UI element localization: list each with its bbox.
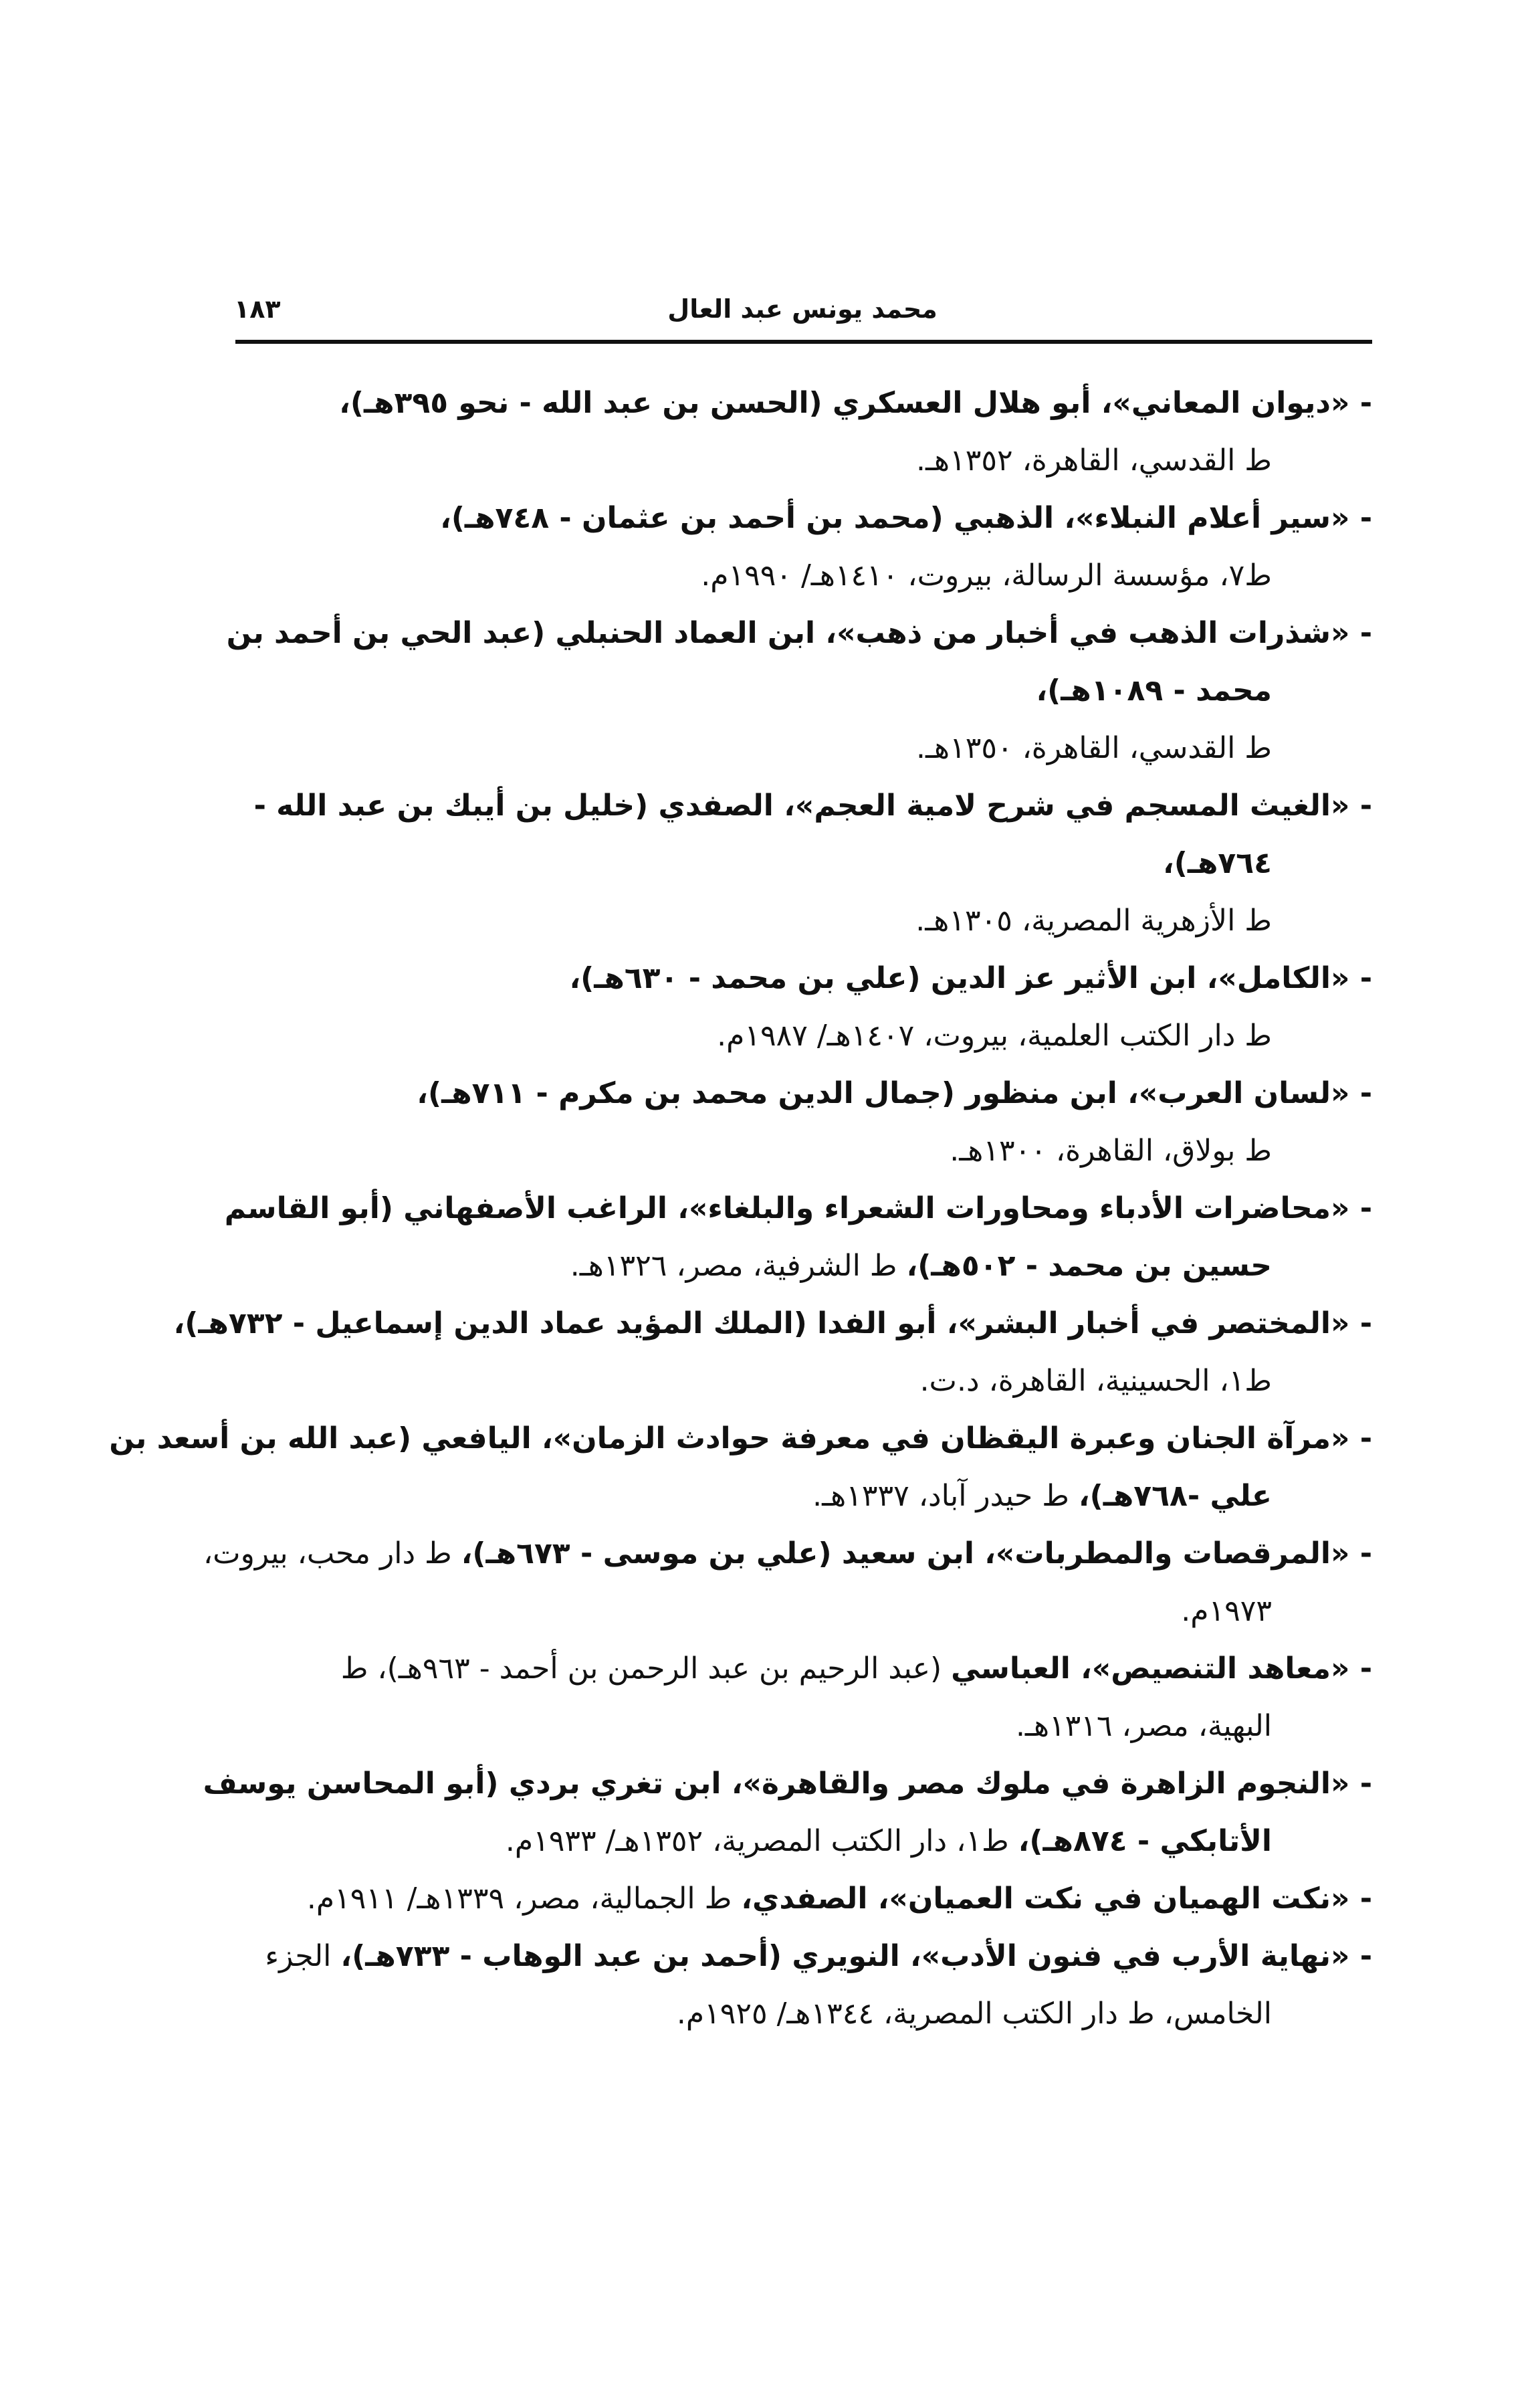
bibliography-entry [173,1295,1372,1410]
entry-publication-details: ط دار الكتب العلمية، بيروت، ١٤٠٧هـ/ ١٩٨٧م. [717,1019,1272,1053]
entry-continuation-line [235,1352,1372,1410]
entry-continuation-line [235,1813,1372,1870]
bibliography-entry [235,1640,1372,1755]
running-head-title: محمد يونس عبد العال [667,294,938,324]
entry-title-author: - «مرآة الجنان وعبرة اليقظان في معرفة حوادث الزمان»، اليافعي (عبد الله بن أسعد بن [109,1421,1372,1456]
bibliography-entry [235,777,1372,950]
entry-first-line [235,1640,1372,1698]
entry-title-author: - «شذرات الذهب في أخبار من ذهب»، ابن العماد الحنبلي (عبد الحي بن أحمد بن [226,616,1372,650]
entry-continuation-line [235,1583,1372,1640]
entry-first-line [173,1295,1372,1352]
entry-title-author: علي -٧٦٨هـ)، [1078,1479,1272,1513]
entry-title-author: - «المرقصات والمطربات»، ابن سعيد (علي بن موسى - ٦٧٣هـ)، [461,1536,1372,1571]
entry-title-author: - «نكت الهميان في نكت العميان»، الصفدي، [741,1882,1372,1916]
entry-title-author: - «معاهد التنصيص»، العباسي [951,1651,1372,1686]
entry-continuation-line [235,1237,1372,1295]
entry-first-line [235,950,1372,1007]
bibliography-entry [235,1870,1372,1928]
entry-publication-details: ط٧، مؤسسة الرسالة، بيروت، ١٤١٠هـ/ ١٩٩٠م. [701,559,1272,593]
bibliography-entry [203,1755,1372,1870]
bibliography-entry [235,1928,1372,2043]
entry-continuation-line [235,547,1372,605]
entry-publication-details: الخامس، ط دار الكتب المصرية، ١٣٤٤هـ/ ١٩٢٥م. [676,1997,1272,2031]
header-rule [235,340,1372,344]
bibliography-entry [226,605,1372,777]
entry-first-line [235,1065,1372,1122]
entry-publication-details: ١٩٧٣م. [1181,1594,1272,1628]
entry-continuation-line [235,662,1372,720]
bibliography-entry [235,375,1372,490]
entry-continuation-line [235,1007,1372,1065]
entry-first-line [226,605,1372,662]
running-head [234,288,1371,334]
entry-publication-details: ط حيدر آباد، ١٣٣٧هـ. [812,1479,1079,1513]
page-number: ١٨٣ [234,294,281,324]
entry-first-line [235,777,1372,835]
entry-title-author: - «ديوان المعاني»، أبو هلال العسكري (الحسن بن عبد الله - نحو ٣٩٥هـ)، [339,386,1372,420]
entry-publication-details: ط دار محب، بيروت، [203,1536,461,1571]
bibliography-entry [235,490,1372,605]
entry-continuation-line [235,720,1372,777]
entry-first-line [235,375,1372,432]
entry-first-line [224,1180,1372,1237]
entry-title-author: حسين بن محمد - ٥٠٢هـ)، [906,1249,1272,1283]
entry-title-author: - «النجوم الزاهرة في ملوك مصر والقاهرة»، ابن تغري بردي (أبو المحاسن يوسف [203,1767,1372,1801]
entry-title-author: الأتابكي - ٨٧٤هـ)، [1018,1824,1272,1858]
entry-publication-details: ط بولاق، القاهرة، ١٣٠٠هـ. [950,1134,1272,1168]
entry-continuation-line [235,432,1372,490]
entry-first-line [235,1870,1372,1928]
bibliography-list [109,375,1372,2043]
entry-title-author: - «لسان العرب»، ابن منظور (جمال الدين محمد بن مكرم - ٧١١هـ)، [417,1076,1372,1110]
entry-publication-details: ط١، الحسينية، القاهرة، د.ت. [919,1364,1272,1398]
entry-first-line [109,1410,1372,1468]
entry-title-author: - «الكامل»، ابن الأثير عز الدين (علي بن محمد - ٦٣٠هـ)، [569,961,1372,995]
bibliography-entry [235,950,1372,1065]
bibliography-entry [109,1410,1372,1525]
entry-continuation-line [235,1468,1372,1525]
entry-continuation-line [235,1698,1372,1755]
entry-title-author: - «سير أعلام النبلاء»، الذهبي (محمد بن أحمد بن عثمان - ٧٤٨هـ)، [440,501,1372,535]
entry-first-line [203,1525,1372,1583]
entry-continuation-line [235,1985,1372,2043]
bibliography-entry [224,1180,1372,1295]
entry-continuation-line [235,1122,1372,1180]
entry-publication-details: ط القدسي، القاهرة، ١٣٥٠هـ. [915,731,1272,765]
entry-publication-details: ط القدسي، القاهرة، ١٣٥٢هـ. [915,443,1272,478]
entry-continuation-line [235,835,1372,892]
bibliography-entry [235,1065,1372,1180]
entry-title-author: - «الغيث المسجم في شرح لامية العجم»، الصفدي (خليل بن أيبك بن عبد الله - [253,789,1372,823]
entry-title-author: ٧٦٤هـ)، [1163,846,1272,880]
entry-publication-details: ط الشرفية، مصر، ١٣٢٦هـ. [570,1249,907,1283]
entry-publication-details: (عبد الرحيم بن عبد الرحمن بن أحمد - ٩٦٣هـ)، ط [340,1651,952,1686]
entry-title-author: محمد - ١٠٨٩هـ)، [1036,674,1272,708]
bibliography-entry [203,1525,1372,1640]
entry-publication-details: ط الأزهرية المصرية، ١٣٠٥هـ. [915,904,1272,938]
entry-title-author: - «المختصر في أخبار البشر»، أبو الفدا (الملك المؤيد عماد الدين إسماعيل - ٧٣٢هـ)، [173,1306,1372,1340]
entry-continuation-line [235,892,1372,950]
entry-publication-details: البهية، مصر، ١٣١٦هـ. [1015,1709,1272,1743]
entry-publication-details: الجزء [265,1939,341,1973]
entry-title-author: - «محاضرات الأدباء ومحاورات الشعراء والبلغاء»، الراغب الأصفهاني (أبو القاسم [224,1191,1372,1225]
entry-title-author: - «نهاية الأرب في فنون الأدب»، النويري (أحمد بن عبد الوهاب - ٧٣٣هـ)، [340,1939,1372,1973]
entry-publication-details: ط١، دار الكتب المصرية، ١٣٥٢هـ/ ١٩٣٣م. [505,1824,1018,1858]
entry-first-line [203,1755,1372,1813]
entry-first-line [235,1928,1372,1985]
entry-first-line [235,490,1372,547]
entry-publication-details: ط الجمالية، مصر، ١٣٣٩هـ/ ١٩١١م. [306,1882,742,1916]
